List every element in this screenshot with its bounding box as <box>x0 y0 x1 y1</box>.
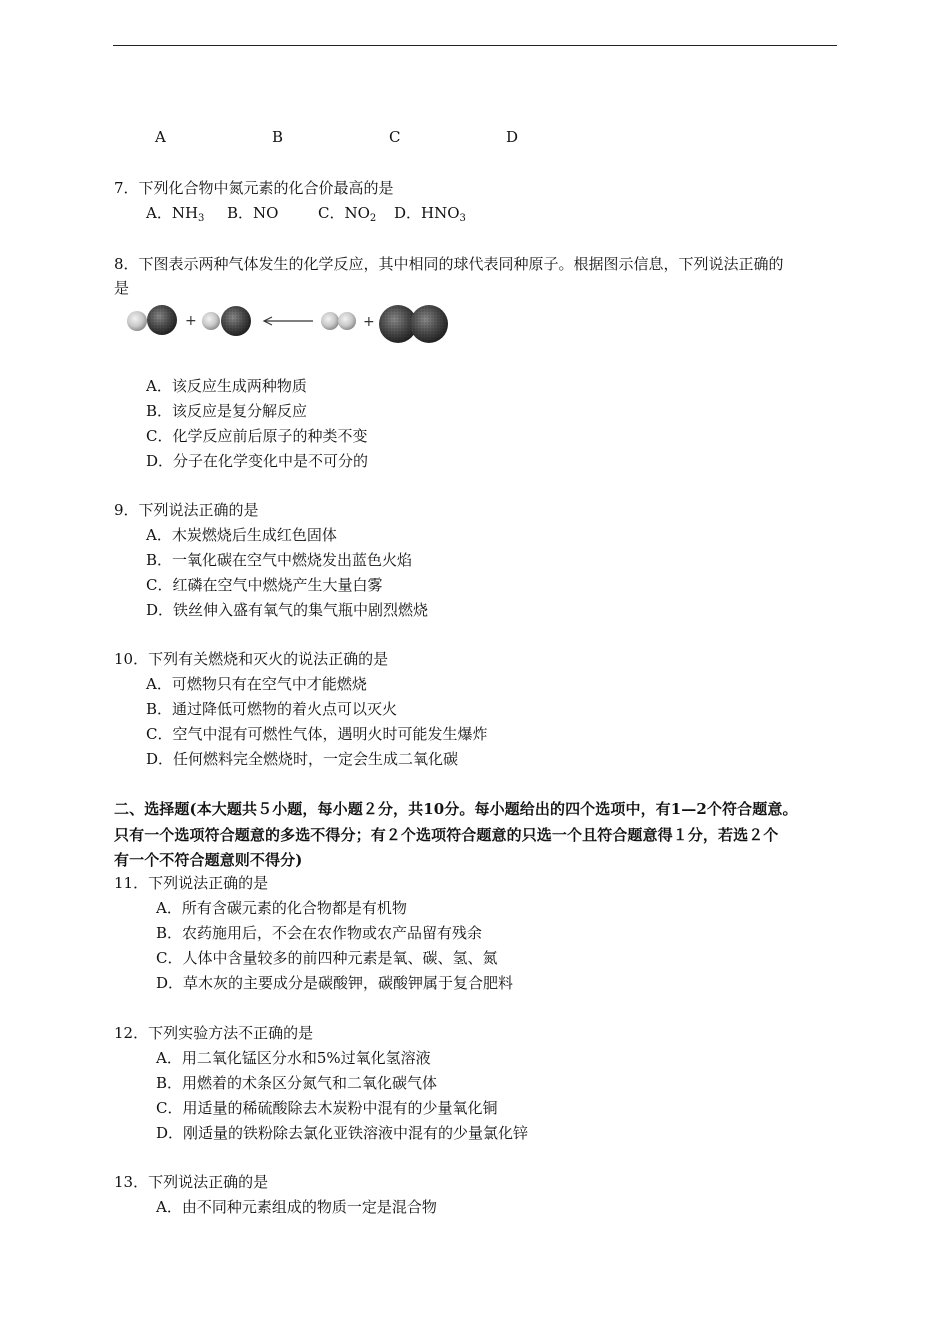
product-molecule-2 <box>202 306 251 336</box>
small-atom <box>202 312 220 330</box>
q8-option-d: D．分子在化学变化中是不可分的 <box>146 452 369 470</box>
q8-stem-line1: 8．下图表示两种气体发生的化学反应，其中相同的球代表同种原子。根据图示信息，下列说法正确的 <box>114 255 784 273</box>
section-2-line2: 只有一个选项符合题意的多选不得分；有２个选项符合题意的只选一个且符合题意得１分，若选２个 <box>114 825 779 844</box>
q9-option-d: D．铁丝伸入盛有氧气的集气瓶中剧烈燃烧 <box>146 601 429 619</box>
q10-option-d: D．任何燃料完全燃烧时，一定会生成二氧化碳 <box>146 750 459 768</box>
q10-option-a: A．可燃物只有在空气中才能燃烧 <box>146 675 367 693</box>
plus-sign-right: + <box>363 314 375 330</box>
section-2-line3: 有一个不符合题意则不得分) <box>114 851 303 869</box>
answer-label-b: B <box>272 128 284 146</box>
q10-option-b: B．通过降低可燃物的着火点可以灭火 <box>146 700 398 718</box>
small-atom <box>338 312 356 330</box>
q12-option-b: B．用燃着的术条区分氮气和二氧化碳气体 <box>156 1074 438 1092</box>
reactant-molecule-small <box>321 312 356 330</box>
q10-option-c: C．空气中混有可燃性气体，遇明火时可能发生爆炸 <box>146 725 488 743</box>
reaction-arrow <box>264 317 313 325</box>
q7-option-a: A．$NH_3$ <box>146 204 205 224</box>
q13-block <box>114 1170 437 1220</box>
section-2-line1: 二、选择题(本大题共５小题，每小题２分，共10分。每小题给出的四个选项中，有1—2个符合题意。 <box>114 800 798 818</box>
small-atom <box>127 311 147 331</box>
header-rule <box>113 45 837 46</box>
small-atom <box>321 312 339 330</box>
q7-option-d: D．$HNO_3$ <box>394 204 466 224</box>
q7-option-b: B．NO <box>227 204 279 222</box>
q13-option-a: A．由不同种元素组成的物质一定是混合物 <box>156 1198 437 1216</box>
q10-block <box>114 647 487 772</box>
q8-option-a: A．该反应生成两种物质 <box>146 377 307 395</box>
answer-label-d: D <box>506 128 519 146</box>
answer-label-c: C <box>389 128 401 146</box>
q13-stem: 13．下列说法正确的是 <box>114 1173 269 1191</box>
plus-sign-left: + <box>185 313 197 329</box>
q9-option-c: C．红磷在空气中燃烧产生大量白雾 <box>146 576 383 594</box>
q12-option-c: C．用适量的稀硫酸除去木炭粉中混有的少量氧化铜 <box>156 1099 498 1117</box>
q11-option-d: D．草木灰的主要成分是碳酸钾，碳酸钾属于复合肥料 <box>156 974 514 992</box>
q11-option-b: B．农药施用后，不会在农作物或农产品留有残余 <box>156 924 483 942</box>
answer-label-a: A <box>155 128 166 146</box>
q12-block <box>114 1021 528 1146</box>
q8-option-c: C．化学反应前后原子的种类不变 <box>146 427 368 445</box>
q12-stem: 12．下列实验方法不正确的是 <box>114 1024 314 1042</box>
q12-option-d: D．刚适量的铁粉除去氯化亚铁溶液中混有的少量氯化锌 <box>156 1124 529 1142</box>
q11-option-c: C．人体中含量较多的前四种元素是氧、碳、氢、氮 <box>156 949 498 967</box>
q9-option-b: B．一氧化碳在空气中燃烧发出蓝色火焰 <box>146 551 413 569</box>
q9-block <box>114 498 428 623</box>
q11-stem: 11．下列说法正确的是 <box>114 874 269 892</box>
q9-option-a: A．木炭燃烧后生成红色固体 <box>146 526 337 544</box>
q8-stem-line2: 是 <box>114 279 130 297</box>
q10-stem: 10．下列有关燃烧和灭火的说法正确的是 <box>114 650 389 668</box>
reactant-molecule-large <box>379 305 448 343</box>
q8-options <box>114 374 368 474</box>
q11-option-a: A．所有含碳元素的化合物都是有机物 <box>156 899 407 917</box>
section-2-heading <box>114 797 844 874</box>
reaction-diagram <box>125 298 465 358</box>
q9-stem: 9．下列说法正确的是 <box>114 501 259 519</box>
q7-stem: 7．下列化合物中氮元素的化合价最高的是 <box>114 179 394 197</box>
product-molecule-1 <box>127 305 177 335</box>
q11-block <box>114 871 513 996</box>
q8-option-b: B．该反应是复分解反应 <box>146 402 308 420</box>
q12-option-a: A．用二氧化锰区分水和5%过氧化氢溶液 <box>156 1049 431 1067</box>
q7-option-c: C．$NO_2$ <box>318 204 377 224</box>
